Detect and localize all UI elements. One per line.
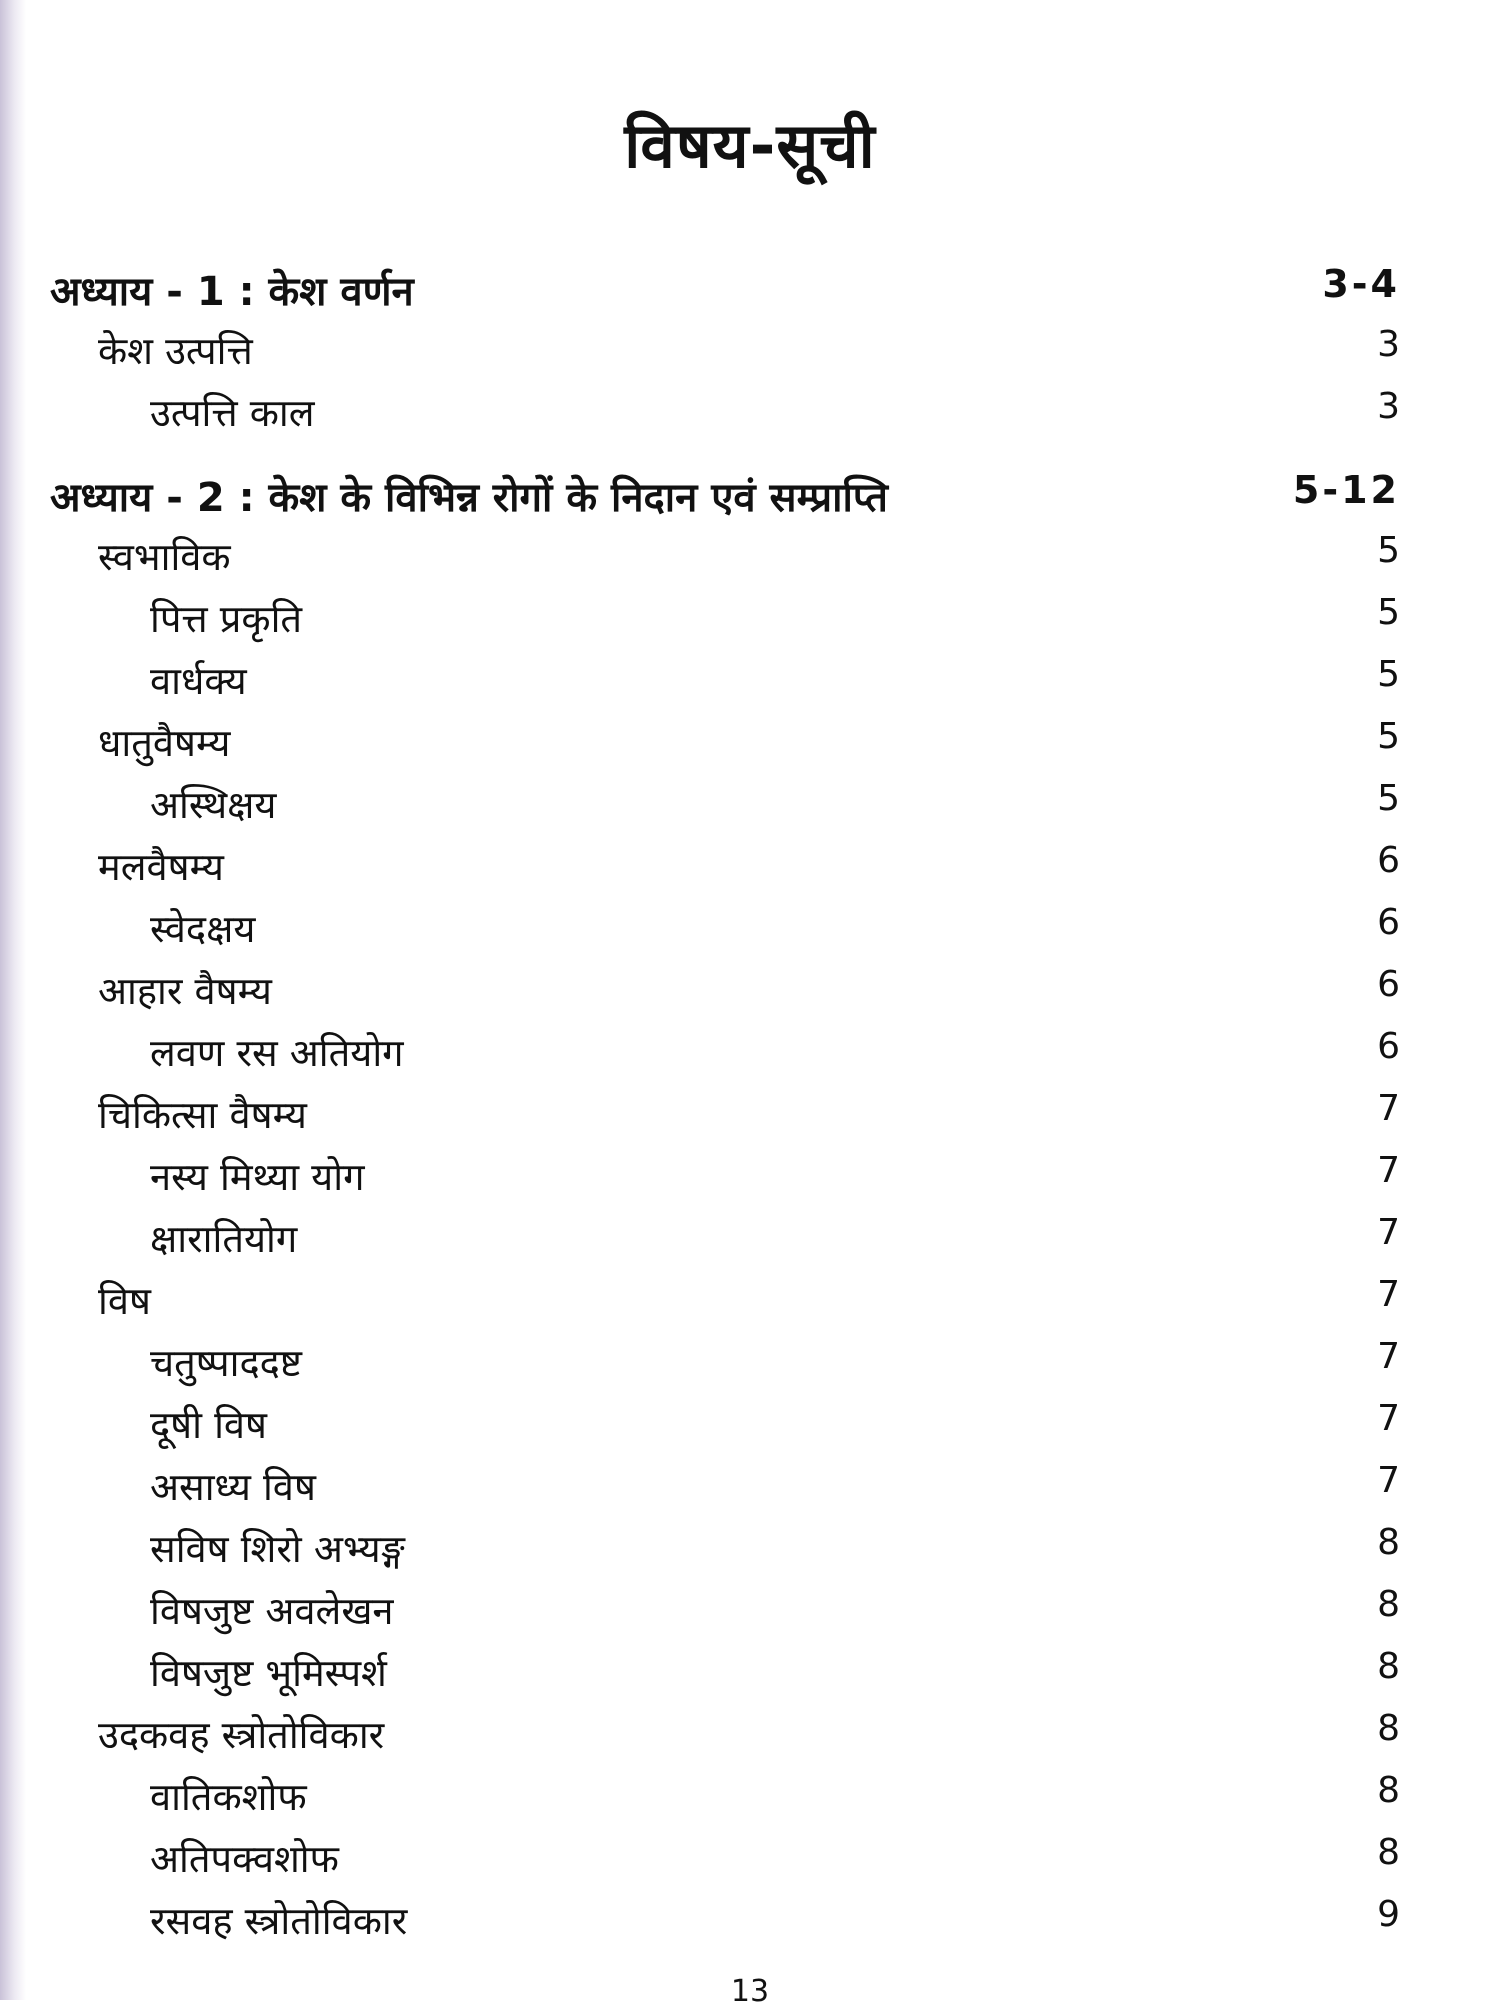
toc-entry-label: लवण रस अतियोग	[150, 1031, 404, 1075]
toc-entry-label: चतुष्पाददष्ट	[150, 1341, 303, 1385]
toc-entry-label: विषजुष्ट अवलेखन	[150, 1589, 394, 1633]
toc-entry-label: धातुवैषम्य	[98, 721, 231, 765]
toc-entry-page: 5	[1377, 654, 1400, 695]
toc-entry	[0, 1894, 1500, 1948]
toc-entry	[0, 1088, 1500, 1142]
toc-entry	[0, 592, 1500, 646]
toc-entry-label: अध्याय - 1 : केश वर्णन	[50, 269, 414, 315]
toc-entry-page: 6	[1377, 1026, 1400, 1067]
toc-entry-page: 8	[1377, 1522, 1400, 1563]
page-title: विषय-सूची	[624, 109, 876, 182]
toc-entry-page: 6	[1377, 964, 1400, 1005]
toc-entry-label: चिकित्सा वैषम्य	[98, 1093, 307, 1137]
toc-entry-page: 7	[1377, 1088, 1400, 1129]
toc-entry	[0, 1770, 1500, 1824]
toc-entry	[0, 902, 1500, 956]
toc-chapter-2	[0, 468, 1500, 522]
toc-entry-page: 3	[1377, 386, 1400, 427]
toc-entry-label: केश उत्पत्ति	[98, 329, 253, 373]
toc-entry-page: 7	[1377, 1150, 1400, 1191]
toc-entry-label: विषजुष्ट भूमिस्पर्श	[150, 1651, 387, 1695]
toc-entry	[0, 1832, 1500, 1886]
toc-entry-page: 5	[1377, 778, 1400, 819]
toc-entry-page: 5-12	[1292, 468, 1400, 512]
toc-entry	[0, 840, 1500, 894]
toc-entry-page: 5	[1377, 716, 1400, 757]
toc-entry-label: आहार वैषम्य	[98, 969, 272, 1013]
toc-entry-page: 8	[1377, 1584, 1400, 1625]
toc-entry-label: उदकवह स्त्रोतोविकार	[98, 1713, 385, 1757]
toc-entry	[0, 1150, 1500, 1204]
toc-entry	[0, 1026, 1500, 1080]
toc-entry-label: वार्धक्य	[150, 659, 247, 703]
toc-entry-label: सविष शिरो अभ्यङ्ग	[150, 1527, 405, 1571]
toc-entry	[0, 716, 1500, 770]
toc-entry-page: 6	[1377, 902, 1400, 943]
toc-entry-page: 3-4	[1322, 262, 1400, 306]
toc-entry	[0, 1212, 1500, 1266]
toc-entry-page: 9	[1377, 1894, 1400, 1935]
toc-entry-label: अतिपक्वशोफ	[150, 1837, 339, 1881]
toc-entry	[0, 530, 1500, 584]
toc-entry-page: 7	[1377, 1460, 1400, 1501]
toc-entry-page: 5	[1377, 592, 1400, 633]
toc-entry-page: 7	[1377, 1274, 1400, 1315]
toc-entry	[0, 778, 1500, 832]
toc-entry	[0, 1584, 1500, 1638]
toc-entry	[0, 1336, 1500, 1390]
toc-entry-page: 5	[1377, 530, 1400, 571]
toc-entry-page: 7	[1377, 1398, 1400, 1439]
toc-entry	[0, 1460, 1500, 1514]
toc-entry-label: विष	[98, 1279, 151, 1323]
toc-entry	[0, 324, 1500, 378]
toc-entry-label: वातिकशोफ	[150, 1775, 307, 1819]
toc-entry-label: अध्याय - 2 : केश के विभिन्न रोगों के निदान एवं सम्प्राप्ति	[50, 475, 888, 521]
toc-entry	[0, 1522, 1500, 1576]
toc-entry-label: स्वेदक्षय	[150, 907, 256, 951]
toc-entry-page: 8	[1377, 1646, 1400, 1687]
toc-entry-label: क्षारातियोग	[150, 1217, 298, 1261]
toc-entry	[0, 654, 1500, 708]
toc-entry	[0, 1646, 1500, 1700]
toc-entry	[0, 1708, 1500, 1762]
toc-entry-label: उत्पत्ति काल	[150, 391, 315, 435]
toc-entry-label: अस्थिक्षय	[150, 783, 277, 827]
toc-chapter-1	[0, 262, 1500, 316]
toc-entry-page: 8	[1377, 1770, 1400, 1811]
toc-entry	[0, 386, 1500, 440]
toc-entry-label: पित्त प्रकृति	[150, 597, 303, 641]
toc-entry-page: 7	[1377, 1336, 1400, 1377]
toc-entry	[0, 1274, 1500, 1328]
toc-entry-page: 7	[1377, 1212, 1400, 1253]
toc-entry-label: दूषी विष	[150, 1403, 267, 1447]
toc-entry	[0, 1398, 1500, 1452]
toc-entry-label: मलवैषम्य	[98, 845, 224, 889]
toc-entry-label: स्वभाविक	[98, 535, 231, 579]
toc-entry	[0, 964, 1500, 1018]
toc-entry-label: नस्य मिथ्या योग	[150, 1155, 365, 1199]
toc-entry-page: 6	[1377, 840, 1400, 881]
toc-entry-page: 3	[1377, 324, 1400, 365]
toc-entry-label: रसवह स्त्रोतोविकार	[150, 1899, 408, 1943]
page-number: 13	[730, 1974, 770, 2009]
toc-entry-page: 8	[1377, 1832, 1400, 1873]
toc-entry-page: 8	[1377, 1708, 1400, 1749]
toc-entry-label: असाध्य विष	[150, 1465, 316, 1509]
